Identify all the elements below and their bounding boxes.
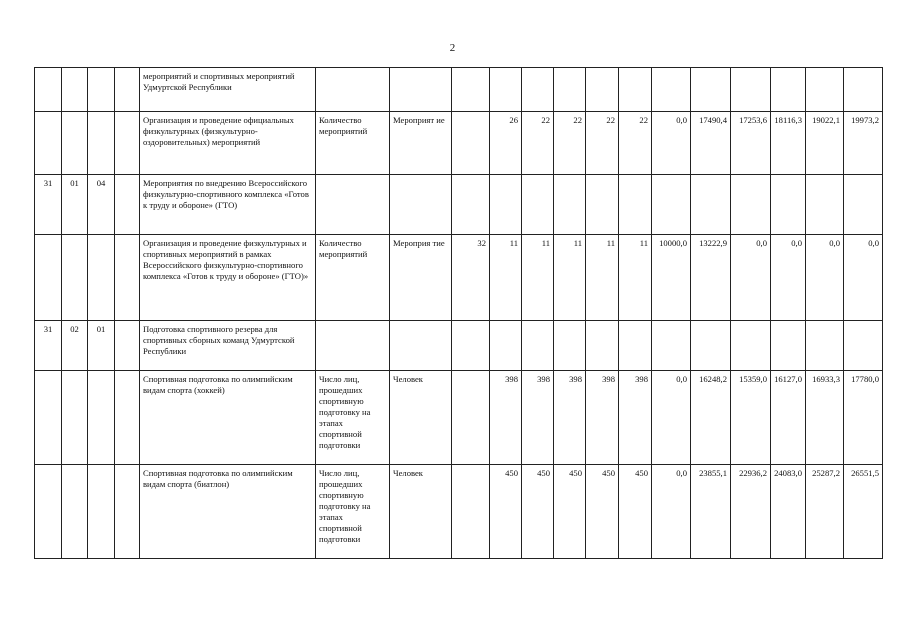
- value-cell: 398: [490, 371, 522, 465]
- indicator-cell: Число лиц, прошедших спортивную подготовку на этапах спортивной подготовки: [316, 465, 390, 559]
- value-cell: 23855,1: [691, 465, 731, 559]
- name-cell: мероприятий и спортивных мероприятий Удмуртской Республики: [140, 68, 316, 112]
- value-cell: 16248,2: [691, 371, 731, 465]
- page-number: 2: [449, 42, 456, 54]
- value-cell: [619, 175, 652, 235]
- value-cell: 26551,5: [844, 465, 883, 559]
- value-cell: [452, 68, 490, 112]
- name-cell: Организация и проведение физкультурных и спортивных мероприятий в рамках Всероссийского физкультурно-спортивного комплекса «Готов к труду и обороне» (ГТО)»: [140, 235, 316, 321]
- value-cell: [452, 371, 490, 465]
- value-cell: [619, 321, 652, 371]
- code-cell: 04: [88, 175, 115, 235]
- indicator-cell: Количество мероприятий: [316, 112, 390, 175]
- table-row: [35, 112, 883, 175]
- value-cell: 16127,0: [771, 371, 806, 465]
- value-cell: [522, 321, 554, 371]
- name-cell: Спортивная подготовка по олимпийским видам спорта (хоккей): [140, 371, 316, 465]
- value-cell: [522, 68, 554, 112]
- value-cell: 0,0: [806, 235, 844, 321]
- table-row: [35, 321, 883, 371]
- code-cell: [62, 371, 88, 465]
- value-cell: 22: [554, 112, 586, 175]
- code-cell: [88, 235, 115, 321]
- value-cell: 19022,1: [806, 112, 844, 175]
- value-cell: [586, 68, 619, 112]
- indicator-cell: [316, 68, 390, 112]
- value-cell: [844, 321, 883, 371]
- table-row: [35, 175, 883, 235]
- code-cell: [88, 68, 115, 112]
- code-cell: [115, 175, 140, 235]
- code-cell: [88, 112, 115, 175]
- value-cell: 18116,3: [771, 112, 806, 175]
- value-cell: 19973,2: [844, 112, 883, 175]
- code-cell: [35, 112, 62, 175]
- value-cell: [771, 175, 806, 235]
- value-cell: [691, 68, 731, 112]
- value-cell: [619, 68, 652, 112]
- value-cell: [691, 321, 731, 371]
- value-cell: [490, 68, 522, 112]
- unit-cell: Человек: [390, 465, 452, 559]
- table-row: [35, 68, 883, 112]
- value-cell: [771, 321, 806, 371]
- value-cell: [490, 321, 522, 371]
- value-cell: [554, 321, 586, 371]
- name-cell: Подготовка спортивного резерва для спортивных сборных команд Удмуртской Республики: [140, 321, 316, 371]
- code-cell: [62, 68, 88, 112]
- value-cell: 15359,0: [731, 371, 771, 465]
- value-cell: [554, 175, 586, 235]
- unit-cell: Мероприят ие: [390, 112, 452, 175]
- value-cell: [731, 175, 771, 235]
- value-cell: 11: [586, 235, 619, 321]
- value-cell: [691, 175, 731, 235]
- unit-cell: [390, 175, 452, 235]
- value-cell: [652, 175, 691, 235]
- value-cell: 450: [619, 465, 652, 559]
- code-cell: [35, 465, 62, 559]
- code-cell: [88, 371, 115, 465]
- indicator-cell: [316, 321, 390, 371]
- value-cell: 11: [522, 235, 554, 321]
- name-cell: Организация и проведение официальных физкультурных (физкультурно-оздоровительных) мероприятий: [140, 112, 316, 175]
- value-cell: 450: [554, 465, 586, 559]
- value-cell: [652, 68, 691, 112]
- code-cell: [115, 371, 140, 465]
- code-cell: [35, 68, 62, 112]
- value-cell: [806, 175, 844, 235]
- value-cell: [452, 112, 490, 175]
- code-cell: [115, 235, 140, 321]
- value-cell: 11: [554, 235, 586, 321]
- value-cell: 0,0: [652, 371, 691, 465]
- value-cell: 450: [522, 465, 554, 559]
- code-cell: [62, 112, 88, 175]
- value-cell: 10000,0: [652, 235, 691, 321]
- value-cell: 0,0: [652, 112, 691, 175]
- value-cell: [586, 175, 619, 235]
- unit-cell: Мероприя тие: [390, 235, 452, 321]
- value-cell: 398: [522, 371, 554, 465]
- code-cell: 02: [62, 321, 88, 371]
- value-cell: 398: [619, 371, 652, 465]
- name-cell: Мероприятия по внедрению Всероссийского физкультурно-спортивного комплекса «Готов к труду и обороне» (ГТО): [140, 175, 316, 235]
- value-cell: [452, 321, 490, 371]
- code-cell: [115, 112, 140, 175]
- value-cell: 450: [490, 465, 522, 559]
- value-cell: 450: [586, 465, 619, 559]
- value-cell: 24083,0: [771, 465, 806, 559]
- code-cell: 01: [62, 175, 88, 235]
- code-cell: [115, 465, 140, 559]
- program-table: [34, 67, 883, 559]
- value-cell: [806, 68, 844, 112]
- value-cell: 17253,6: [731, 112, 771, 175]
- value-cell: 0,0: [731, 235, 771, 321]
- table-row: [35, 235, 883, 321]
- value-cell: 22936,2: [731, 465, 771, 559]
- code-cell: [35, 371, 62, 465]
- value-cell: 398: [554, 371, 586, 465]
- value-cell: [844, 175, 883, 235]
- code-cell: 31: [35, 321, 62, 371]
- code-cell: [115, 68, 140, 112]
- value-cell: [522, 175, 554, 235]
- table-row: [35, 465, 883, 559]
- unit-cell: [390, 321, 452, 371]
- value-cell: [731, 321, 771, 371]
- value-cell: 0,0: [844, 235, 883, 321]
- code-cell: [88, 465, 115, 559]
- table-row: [35, 371, 883, 465]
- value-cell: 13222,9: [691, 235, 731, 321]
- value-cell: [844, 68, 883, 112]
- code-cell: [62, 465, 88, 559]
- name-cell: Спортивная подготовка по олимпийским видам спорта (биатлон): [140, 465, 316, 559]
- value-cell: [806, 321, 844, 371]
- value-cell: [452, 465, 490, 559]
- value-cell: 22: [619, 112, 652, 175]
- value-cell: 11: [619, 235, 652, 321]
- value-cell: 26: [490, 112, 522, 175]
- code-cell: [35, 235, 62, 321]
- indicator-cell: Количество мероприятий: [316, 235, 390, 321]
- unit-cell: [390, 68, 452, 112]
- value-cell: 32: [452, 235, 490, 321]
- value-cell: [731, 68, 771, 112]
- code-cell: 31: [35, 175, 62, 235]
- value-cell: 398: [586, 371, 619, 465]
- indicator-cell: Число лиц, прошедших спортивную подготовку на этапах спортивной подготовки: [316, 371, 390, 465]
- unit-cell: Человек: [390, 371, 452, 465]
- value-cell: [771, 68, 806, 112]
- value-cell: 17780,0: [844, 371, 883, 465]
- value-cell: [586, 321, 619, 371]
- value-cell: [652, 321, 691, 371]
- value-cell: 0,0: [771, 235, 806, 321]
- value-cell: [490, 175, 522, 235]
- value-cell: 17490,4: [691, 112, 731, 175]
- indicator-cell: [316, 175, 390, 235]
- value-cell: [452, 175, 490, 235]
- value-cell: 11: [490, 235, 522, 321]
- value-cell: 22: [586, 112, 619, 175]
- value-cell: 0,0: [652, 465, 691, 559]
- value-cell: 25287,2: [806, 465, 844, 559]
- value-cell: [554, 68, 586, 112]
- code-cell: [115, 321, 140, 371]
- code-cell: 01: [88, 321, 115, 371]
- value-cell: 22: [522, 112, 554, 175]
- value-cell: 16933,3: [806, 371, 844, 465]
- code-cell: [62, 235, 88, 321]
